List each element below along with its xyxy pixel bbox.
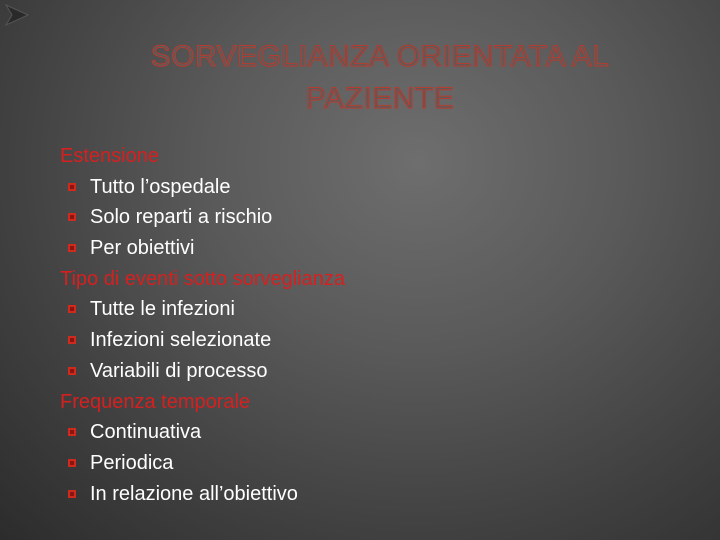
list-item-label: Periodica <box>90 451 174 474</box>
list-item <box>60 202 700 233</box>
list-item-label: Solo reparti a rischio <box>90 206 273 229</box>
list-item <box>60 479 700 510</box>
section-heading-tipo-eventi: Tipo di eventi sotto sorveglianza <box>60 267 345 290</box>
list-item <box>60 233 700 264</box>
square-bullet-icon <box>68 336 76 344</box>
slide-title-line-1: SORVEGLIANZA ORIENTATA AL <box>150 40 610 73</box>
section-heading-estensione: Estensione <box>60 145 159 167</box>
square-bullet-icon <box>68 459 76 467</box>
arrow-right-icon <box>2 2 32 28</box>
list-item-label: Tutto l’ospedale <box>90 175 231 198</box>
list-item-label: In relazione all’obiettivo <box>90 482 298 505</box>
square-bullet-icon <box>68 244 76 252</box>
square-bullet-icon <box>68 305 76 313</box>
list-item-label: Tutte le infezioni <box>90 298 235 321</box>
list-item <box>60 294 700 325</box>
list-item-label: Variabili di processo <box>90 359 268 382</box>
list-item <box>60 448 700 479</box>
slide-content <box>60 141 700 509</box>
slide-title-line-2: PAZIENTE <box>305 82 455 115</box>
square-bullet-icon <box>68 490 76 498</box>
list-item-label: Infezioni selezionate <box>90 329 272 352</box>
section-heading-frequenza: Frequenza temporale <box>60 390 251 413</box>
square-bullet-icon <box>68 183 76 191</box>
list-item <box>60 417 700 448</box>
list-item <box>60 356 700 387</box>
square-bullet-icon <box>68 367 76 375</box>
list-item <box>60 325 700 356</box>
list-item-label: Continuativa <box>90 421 202 444</box>
slide-title <box>90 36 670 120</box>
square-bullet-icon <box>68 213 76 221</box>
list-item <box>60 172 700 203</box>
square-bullet-icon <box>68 428 76 436</box>
list-item-label: Per obiettivi <box>90 237 195 260</box>
